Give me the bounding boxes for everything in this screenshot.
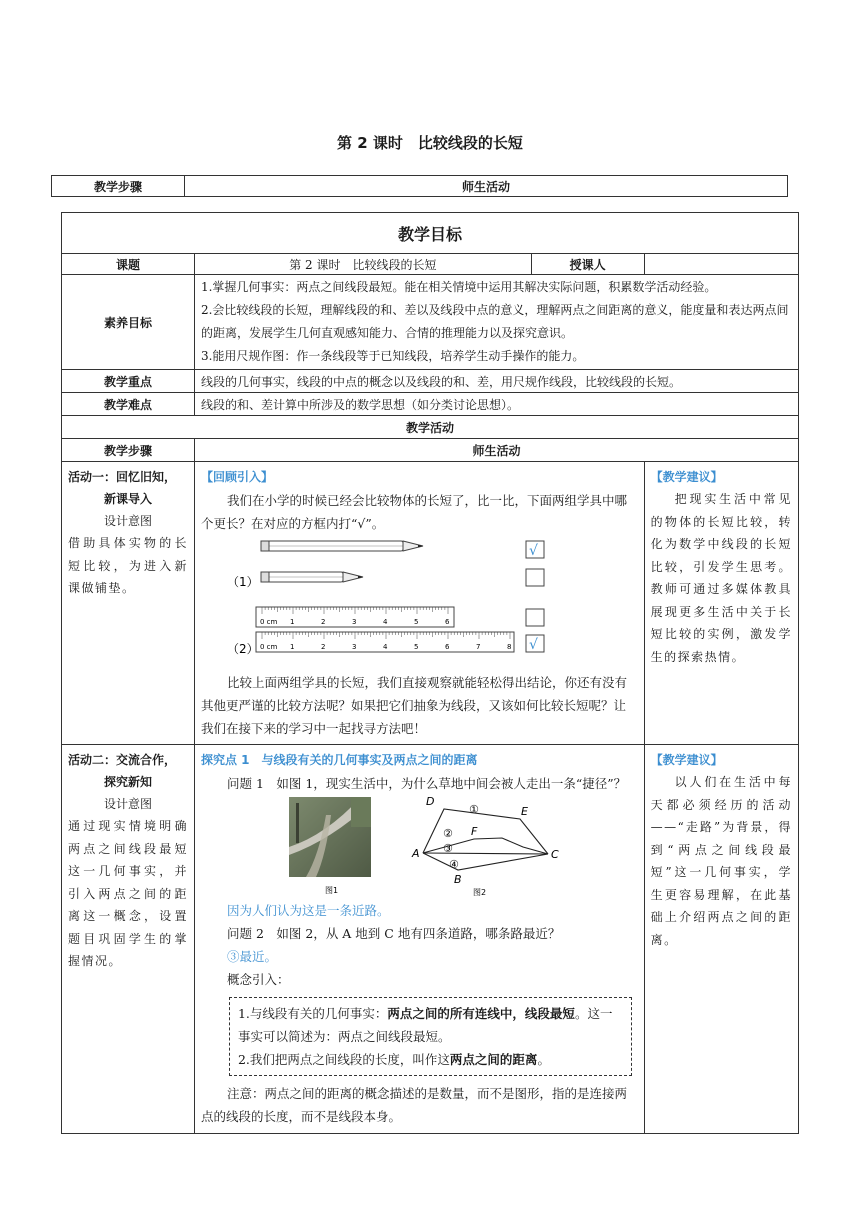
long-pencil xyxy=(261,541,423,551)
ruler2-tick-label: 5 xyxy=(413,643,419,651)
activity-section-header: 教学活动 xyxy=(62,416,799,439)
figures-1-2 xyxy=(201,795,631,899)
concept-title: 概念引入： xyxy=(226,972,290,987)
short-pencil xyxy=(261,572,363,582)
activity1-content xyxy=(194,462,644,745)
top-activity-header: 师生活动 xyxy=(185,176,788,197)
activity1-suggest-text: 把现实生活中常见的物体的长短比较，转化为数学中线段的长短比较，引发学生思考。教师可通过多媒体教具展现更多生活中关于长短比较的实例，激发学生的探索热情。 xyxy=(650,492,792,664)
activity1-name: 活动一：回忆旧知， xyxy=(68,470,177,484)
teacher-value xyxy=(644,254,798,275)
ruler2-tick-label: 8 xyxy=(506,643,512,651)
activity1-summary: 比较上面两组学具的长短，我们直接观察就能轻松得出结论，你还有没有其他更严谨的比较方法呢？如果把它们抽象为线段，又该如何比较长短呢？让我们在接下来的学习中一起找寻方法吧！ xyxy=(200,675,627,736)
goal-item: 3.能用尺规作图：作一条线段等于已知线段，培养学生动手操作的能力。 xyxy=(200,349,585,363)
checkmark-long-ruler: √ xyxy=(528,637,538,653)
checkbox-short-ruler[interactable] xyxy=(526,609,544,626)
ruler1-tick-label: 3 xyxy=(351,618,357,626)
ruler2-tick-label: 3 xyxy=(351,643,357,651)
goal-item: 1.掌握几何事实：两点之间线段最短。能在相关情境中运用其解决实际问题，积累数学活动经验。 xyxy=(200,280,717,294)
point-c: C xyxy=(550,848,559,861)
ruler1-tick-label: 1 xyxy=(289,618,295,626)
concept-1-pre: 1.与线段有关的几何事实： xyxy=(237,1006,388,1021)
checkmark-long-pencil: √ xyxy=(528,543,538,559)
ruler2-tick-label: 6 xyxy=(444,643,450,651)
difficulty-label: 教学难点 xyxy=(62,393,195,416)
ruler1-tick-label: 2 xyxy=(320,618,326,626)
activity2-intent-title: 设计意图 xyxy=(103,797,152,811)
figure-2-routes xyxy=(423,809,548,870)
route-4-label: ④ xyxy=(448,858,459,871)
question-1: 问题 1 如图 1，现实生活中，为什么草地中间会被人走出一条“捷径”？ xyxy=(226,776,627,791)
ruler2-unit: 0 cm xyxy=(259,643,278,651)
key-label: 教学重点 xyxy=(62,370,195,393)
lesson-plan-table xyxy=(61,212,799,1134)
goals-label: 素养目标 xyxy=(62,275,195,370)
group1-label: （1） xyxy=(226,575,259,589)
step-header: 教学步骤 xyxy=(62,439,195,462)
activity1-name-2: 新课导入 xyxy=(103,492,152,506)
short-ruler xyxy=(256,607,454,627)
activity1-step-cell xyxy=(62,462,195,745)
goal-item: 2.会比较线段的长短，理解线段的和、差以及线段中点的意义，理解两点之间距离的意义，能度量和表达两点间的距离，发展学生几何直观感知能力、合情的推理能力以及探究意识。 xyxy=(200,303,789,340)
long-ruler xyxy=(256,632,514,652)
answer-2: ③最近。 xyxy=(226,949,277,964)
activity1-suggest-cell xyxy=(644,462,798,745)
top-header-table xyxy=(51,175,788,197)
activity2-content xyxy=(194,745,644,1134)
route-1-label: ① xyxy=(468,803,479,816)
activity1-intro: 我们在小学的时候已经会比较物体的长短了，比一比，下面两组学具中哪个更长？在对应的方框内打“√”。 xyxy=(200,493,627,531)
activity1-section-title: 【回顾引入】 xyxy=(200,470,273,484)
ruler1-tick-label: 6 xyxy=(444,618,450,626)
figure-1-caption: 图1 xyxy=(324,886,339,895)
figure-1-photo xyxy=(289,797,371,877)
activity1-suggest-title: 【教学建议】 xyxy=(650,470,723,484)
point-e: E xyxy=(520,805,528,818)
point-d: D xyxy=(425,795,435,808)
activity2-suggest-cell xyxy=(644,745,798,1134)
ruler2-tick-label: 7 xyxy=(475,643,481,651)
point-f: F xyxy=(470,825,478,838)
activity2-suggest-text: 以人们在生活中每天都必须经历的活动——“走路”为背景，得到“两点之间线段最短”这一几何事实，学生更容易理解，在此基础上介绍两点之间的距离。 xyxy=(650,775,792,947)
stationery-figure xyxy=(201,537,631,665)
activity1-intent-text: 借助具体实物的长短比较，为进入新课做铺垫。 xyxy=(68,536,188,595)
question-2: 问题 2 如图 2，从 A 地到 C 地有四条道路，哪条路最近？ xyxy=(226,926,561,941)
activity2-step-cell xyxy=(62,745,195,1134)
activity2-suggest-title: 【教学建议】 xyxy=(650,753,723,767)
top-step-header: 教学步骤 xyxy=(52,176,185,197)
goals-section-header: 教学目标 xyxy=(62,213,799,254)
route-3-label: ③ xyxy=(442,842,453,855)
activity1-intent-title: 设计意图 xyxy=(103,514,152,528)
key-value: 线段的几何事实，线段的中点的概念以及线段的和、差，用尺规作线段，比较线段的长短。 xyxy=(194,370,798,393)
activity2-intent-text: 通过现实情境明确两点之间线段最短这一几何事实，并引入两点之间的距离这一概念，设置题目巩固学生的掌握情况。 xyxy=(68,819,188,968)
concept-2-pre: 2.我们把两点之间线段的长度，叫作这 xyxy=(237,1052,450,1067)
difficulty-value: 线段的和、差计算中所涉及的数学思想（如分类讨论思想）。 xyxy=(194,393,798,416)
ruler2-tick-label: 1 xyxy=(289,643,295,651)
concept-2-post: 。 xyxy=(537,1052,550,1067)
ruler1-tick-label: 5 xyxy=(413,618,419,626)
activity2-name: 活动二：交流合作， xyxy=(68,753,177,767)
concept-box xyxy=(229,997,632,1076)
lesson-label: 课题 xyxy=(62,254,195,275)
point-a: A xyxy=(411,847,420,860)
concept-1-bold: 两点之间的所有连线中，线段最短 xyxy=(387,1006,575,1021)
page-title: 第 2 课时 比较线段的长短 xyxy=(337,134,523,152)
concept-2-bold: 两点之间的距离 xyxy=(449,1052,538,1067)
answer-1: 因为人们认为这是一条近路。 xyxy=(226,903,390,918)
activity-header: 师生活动 xyxy=(194,439,798,462)
teacher-label: 授课人 xyxy=(531,254,644,275)
ruler2-tick-label: 2 xyxy=(320,643,326,651)
checkbox-short-pencil[interactable] xyxy=(526,569,544,586)
activity2-name-2: 探究新知 xyxy=(103,775,152,789)
explore-point-title: 探究点 1 与线段有关的几何事实及两点之间的距离 xyxy=(200,753,478,767)
route-2-label: ② xyxy=(442,827,453,840)
concept-1 xyxy=(238,1002,623,1048)
point-b: B xyxy=(453,873,462,886)
group2-label: （2） xyxy=(226,642,259,656)
lesson-value: 第 2 课时 比较线段的长短 xyxy=(194,254,531,275)
concept-1-post: 。这一事实可以简述为：两点之间线段最短。 xyxy=(237,1006,613,1044)
ruler2-tick-label: 4 xyxy=(382,643,388,651)
note-text: 注意：两点之间的距离的概念描述的是数量，而不是图形，指的是连接两点的线段的长度，而不是线段本身。 xyxy=(200,1086,627,1124)
concept-2 xyxy=(238,1048,623,1071)
ruler1-tick-label: 4 xyxy=(382,618,388,626)
figure-2-caption: 图2 xyxy=(472,888,487,897)
goals-list xyxy=(194,275,798,370)
ruler1-unit: 0 cm xyxy=(259,618,278,626)
